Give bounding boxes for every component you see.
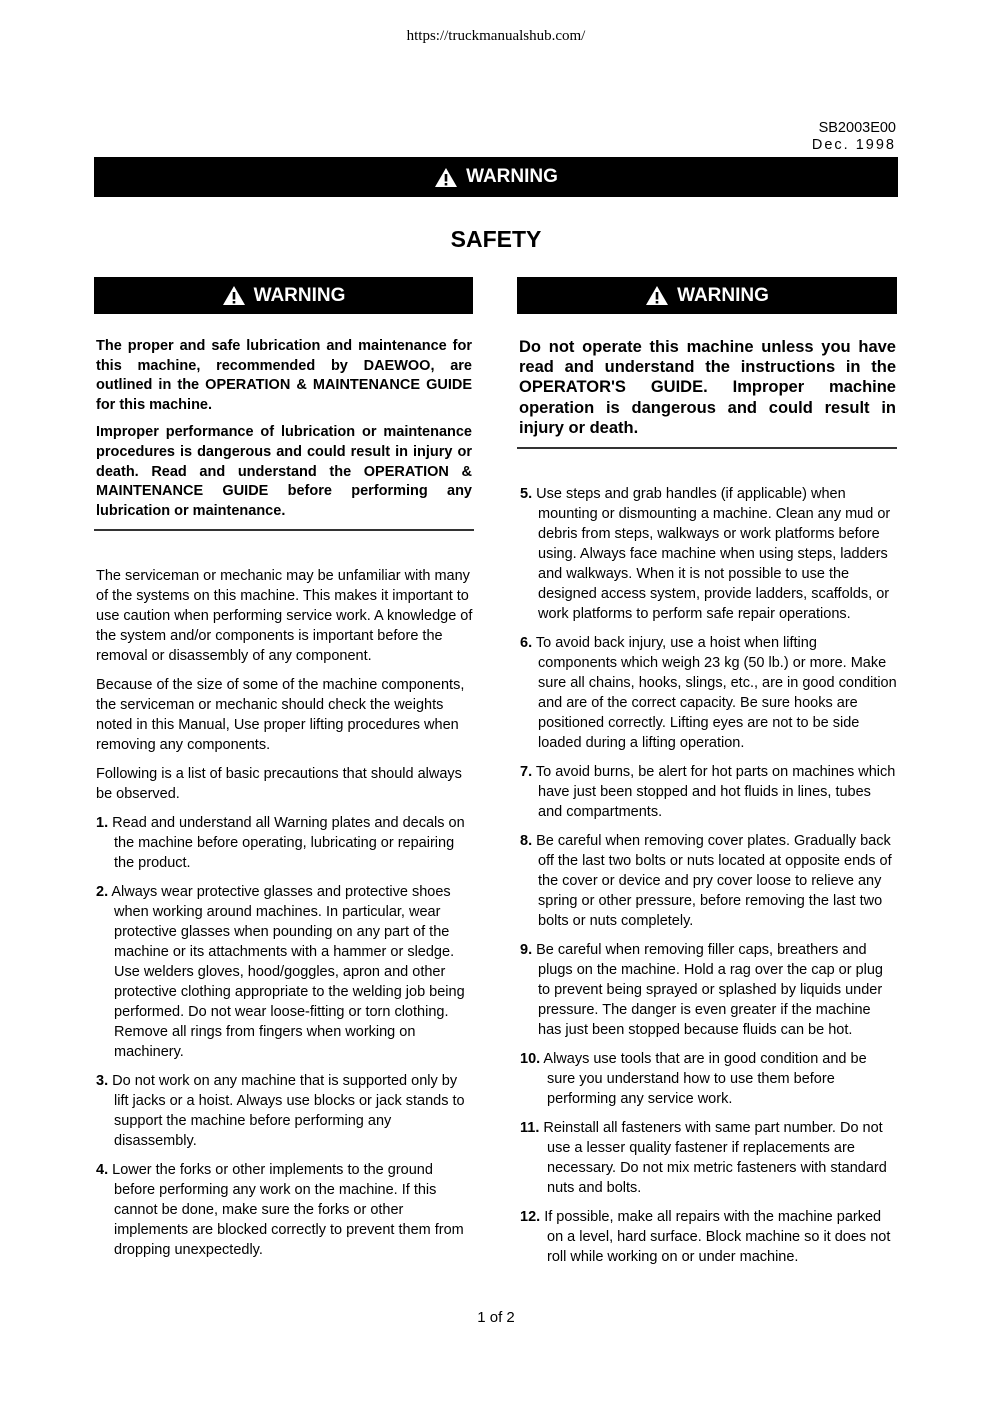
warning-triangle-icon bbox=[434, 167, 458, 188]
intro-paragraph: Following is a list of basic precautions that should always be observed. bbox=[96, 766, 462, 802]
list-item: 9. Be careful when removing filler caps, breathers and plugs on the machine. Hold a rag over the cap or plug to prevent being sprayed or splashed by liquids under pressure. The danger is even greater if the machine has just been stopped because fluids can be hot. bbox=[520, 942, 883, 1038]
list-item: 5. Use steps and grab handles (if applicable) when mounting or dismounting a machine. Clean any mud or debris from steps, walkways or work platforms before using. Always face machine when using steps, ladders and walkways. When it is not possible to use the designed access system, provide ladders, scaffolds, or work platforms to perform safe repair operations. bbox=[520, 486, 891, 622]
intro-paragraph: Because of the size of some of the machine components, the serviceman or mechanic should check the weights noted in this Manual, Use proper lifting procedures when removing any components. bbox=[96, 677, 465, 753]
left-divider bbox=[94, 529, 474, 531]
left-body bbox=[96, 566, 474, 1260]
list-item: 2. Always wear protective glasses and protective shoes when working around machines. In particular, wear protective glasses when pounding on any part of the machine or its attachments with a hammer or sledge. Use welders gloves, hood/goggles, apron and other protective clothing appropriate to the welding job being performed. Do not wear loose-fitting or torn clothing. Remove all rings from fingers when working on machinery. bbox=[96, 884, 465, 1060]
list-item: 3. Do not work on any machine that is supported only by lift jacks or a hoist. Always use blocks or jack stands to support the machine before performing any disassembly. bbox=[96, 1073, 465, 1149]
left-warning-text bbox=[96, 337, 472, 521]
list-item: 4. Lower the forks or other implements to the ground before performing any work on the machine. If this cannot be done, make sure the forks or other implements are blocked correctly to prevent them from dropping unexpectedly. bbox=[96, 1162, 464, 1258]
source-url: https://truckmanualshub.com/ bbox=[406, 28, 586, 44]
intro-paragraph: The serviceman or mechanic may be unfamiliar with many of the systems on this machine. This makes it important to use caution when performing service work. A knowledge of the system and/or components is important before the removal or disassembly of any component. bbox=[96, 568, 473, 664]
warning-label: WARNING bbox=[466, 166, 558, 187]
right-divider bbox=[517, 447, 897, 449]
list-item: 6. To avoid back injury, use a hoist when lifting components which weigh 23 kg (50 lb.) or more. Make sure all chains, hooks, slings, etc., are in good condition and are of the correct capacity. Be sure hooks are positioned correctly. Lifting eyes are not to be side loaded during a lifting operation. bbox=[520, 635, 897, 751]
list-item: 10. Always use tools that are in good condition and be sure you understand how to use them before performing any service work. bbox=[520, 1051, 867, 1107]
list-item: 12. If possible, make all repairs with the machine parked on a level, hard surface. Block machine so it does not roll while working on or under machine. bbox=[520, 1209, 891, 1265]
right-warning-text bbox=[519, 337, 896, 438]
document-reference bbox=[812, 120, 896, 154]
document-date: Dec. 1998 bbox=[811, 137, 896, 153]
page-number: 1 of 2 bbox=[477, 1309, 515, 1326]
top-warning-banner bbox=[94, 157, 898, 197]
document-code: SB2003E00 bbox=[818, 120, 896, 136]
list-item: 11. Reinstall all fasteners with same part number. Do not use a lesser quality fastener if replacements are necessary. Do not mix metric fasteners with standard nuts and bolts. bbox=[520, 1120, 887, 1196]
warning-triangle-icon bbox=[222, 285, 246, 306]
warning-paragraph: The proper and safe lubrication and maintenance for this machine, recommended by DAEWOO, are outlined in the OPERATION & MAINTENANCE GUIDE for this machine. bbox=[96, 338, 472, 413]
page-title: SAFETY bbox=[450, 226, 542, 252]
left-warning-banner bbox=[94, 277, 473, 314]
warning-triangle-icon bbox=[645, 285, 669, 306]
list-item: 1. Read and understand all Warning plates and decals on the machine before operating, lubricating or repairing the product. bbox=[96, 815, 465, 871]
warning-label: WARNING bbox=[253, 284, 346, 306]
right-body bbox=[520, 484, 898, 1267]
warning-paragraph: Improper performance of lubrication or maintenance procedures is dangerous and could result in injury or death. Read and understand the OPERATION & MAINTENANCE GUIDE before performing any lubrication or maintenance. bbox=[96, 424, 472, 519]
list-item: 8. Be careful when removing cover plates. Gradually back off the last two bolts or nuts located at opposite ends of the cover or device and pry cover loose to relieve any spring or other pressure, before removing the last two bolts or nuts completely. bbox=[520, 833, 892, 929]
list-item: 7. To avoid burns, be alert for hot parts on machines which have just been stopped and hot fluids in lines, tubes and compartments. bbox=[520, 764, 896, 820]
warning-paragraph: Do not operate this machine unless you have read and understand the instructions in the OPERATOR'S GUIDE. Improper machine operation is dangerous and could result in injury or death. bbox=[519, 338, 896, 437]
right-warning-banner bbox=[517, 277, 897, 314]
warning-label: WARNING bbox=[677, 284, 769, 306]
